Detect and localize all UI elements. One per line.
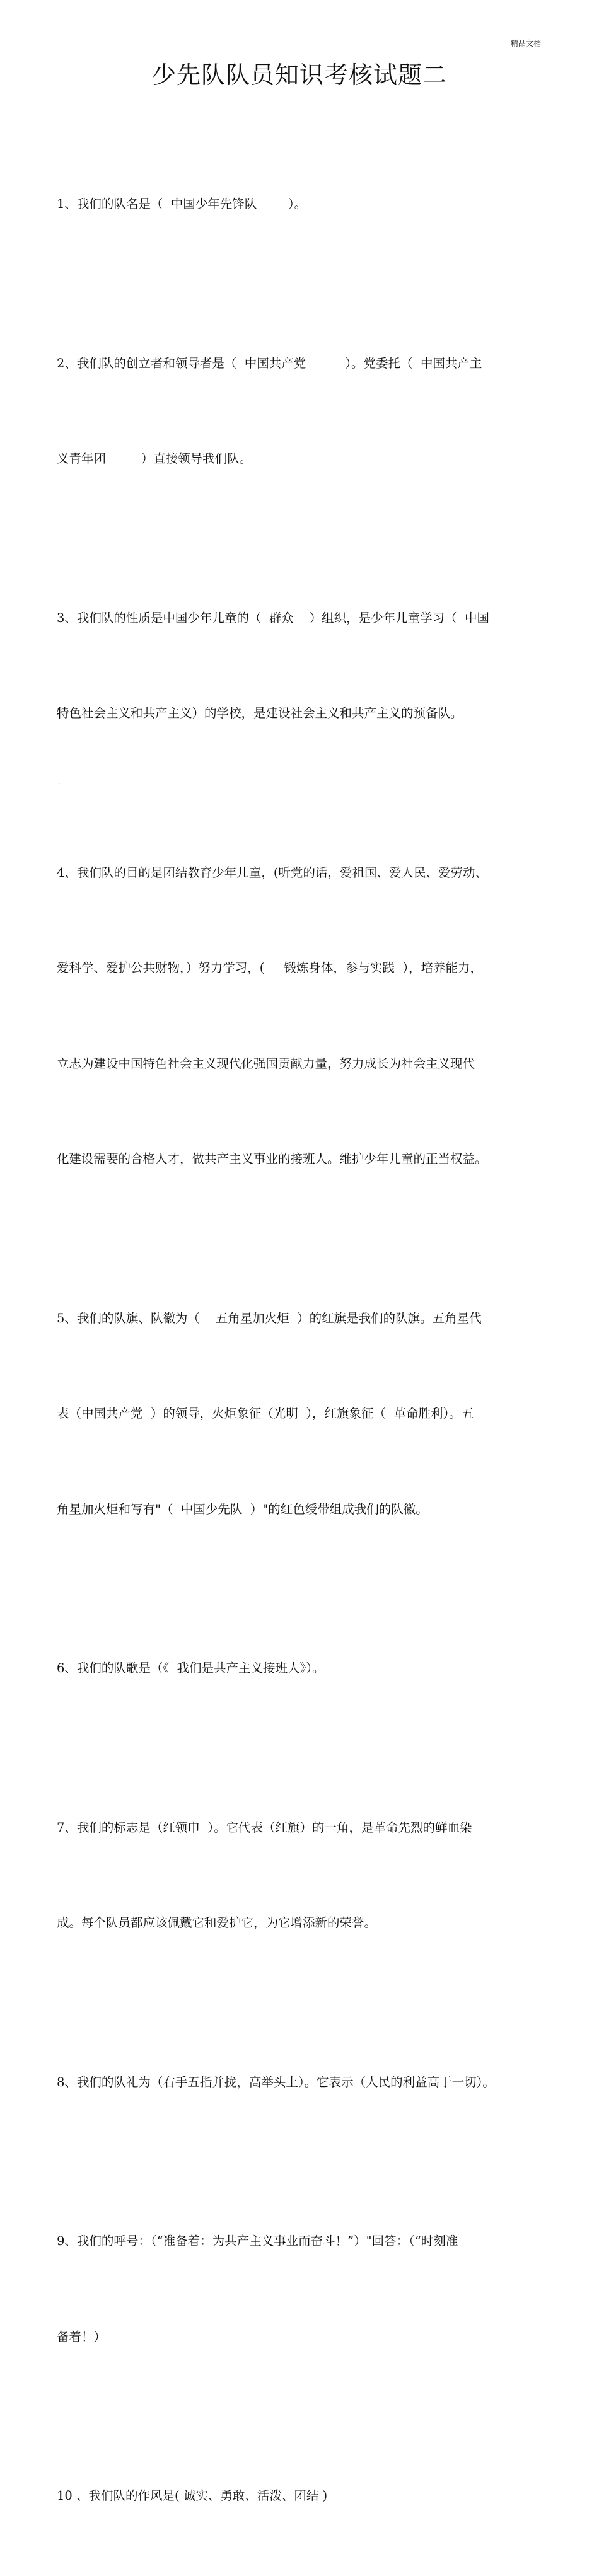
question-line: 表（中国共产党 ）的领导，火炬象征（光明 ），红旗象征（ 革命胜利）。五 (57, 1406, 474, 1421)
question-line: 7、我们的标志是（红领巾 ）。它代表（红旗）的一角，是革命先烈的鲜血染 (57, 1820, 472, 1835)
question-line: 2、我们队的创立者和领导者是（ 中国共产党 ）。党委托（ 中国共产主 (57, 355, 482, 371)
question-line: 6、我们的队歌是（《 我们是共产主义接班人》）。 (57, 1661, 325, 1675)
question-line: 爱科学、爱护公共财物，）努力学习，( 锻炼身体，参与实践 ），培养能力， (57, 961, 482, 975)
question-line: 1、我们的队名是（ 中国少年先锋队 ）。 (57, 197, 307, 211)
header-mark: 精品文档 (510, 39, 541, 48)
question-line: 10 、我们队的作风是( 诚实、勇敢、活泼、团结 ) (57, 2488, 328, 2503)
question-line: 8、我们的队礼为（右手五指并拢，高举头上）。它表示（人民的利益高于一切）。 (57, 2074, 495, 2089)
question-4 (57, 794, 555, 1239)
question-8 (57, 2003, 555, 2163)
question-line: 9、我们的呼号：（“准备着：为共产主义事业而奋斗！”）"回答：（“时刻准 (57, 2234, 458, 2248)
footer-mark: . (58, 779, 61, 786)
question-line: 化建设需要的合格人才，做共产主义事业的接班人。维护少年儿童的正当权益。 (57, 1152, 487, 1166)
document-title: 少先队队员知识考核试题二 (151, 61, 447, 89)
question-3 (57, 539, 555, 794)
question-line: 5、我们的队旗、队徽为（ 五角星加火炬 ）的红旗是我们的队旗。五角星代 (57, 1310, 482, 1326)
question-line: 义青年团 ）直接领导我们队。 (57, 451, 252, 466)
question-1 (57, 125, 555, 284)
question-line: 角星加火炬和写有"（ 中国少先队 ）"的红色绶带组成我们的队徽。 (57, 1501, 428, 1516)
question-line: 4、我们队的目的是团结教育少年儿童，(听党的话，爱祖国、爱人民、爱劳动、 (57, 865, 488, 880)
question-10 (57, 2417, 555, 2576)
question-9 (57, 2162, 555, 2417)
question-line: 备着！） (57, 2329, 107, 2344)
question-line: 特色社会主义和共产主义）的学校，是建设社会主义和共产主义的预备队。 (57, 706, 463, 720)
question-line: 3、我们队的性质是中国少年儿童的（ 群众 ）组织，是少年儿童学习（ 中国 (57, 610, 489, 625)
question-2 (57, 284, 555, 539)
question-line: 成。每个队员都应该佩戴它和爱护它，为它增添新的荣誉。 (57, 1915, 377, 1930)
question-6 (57, 1589, 555, 1748)
question-7 (57, 1748, 555, 2003)
question-5 (57, 1239, 555, 1590)
question-line: 立志为建设中国特色社会主义现代化强国贡献力量，努力成长为社会主义现代 (57, 1056, 475, 1071)
question-list (57, 125, 555, 2576)
